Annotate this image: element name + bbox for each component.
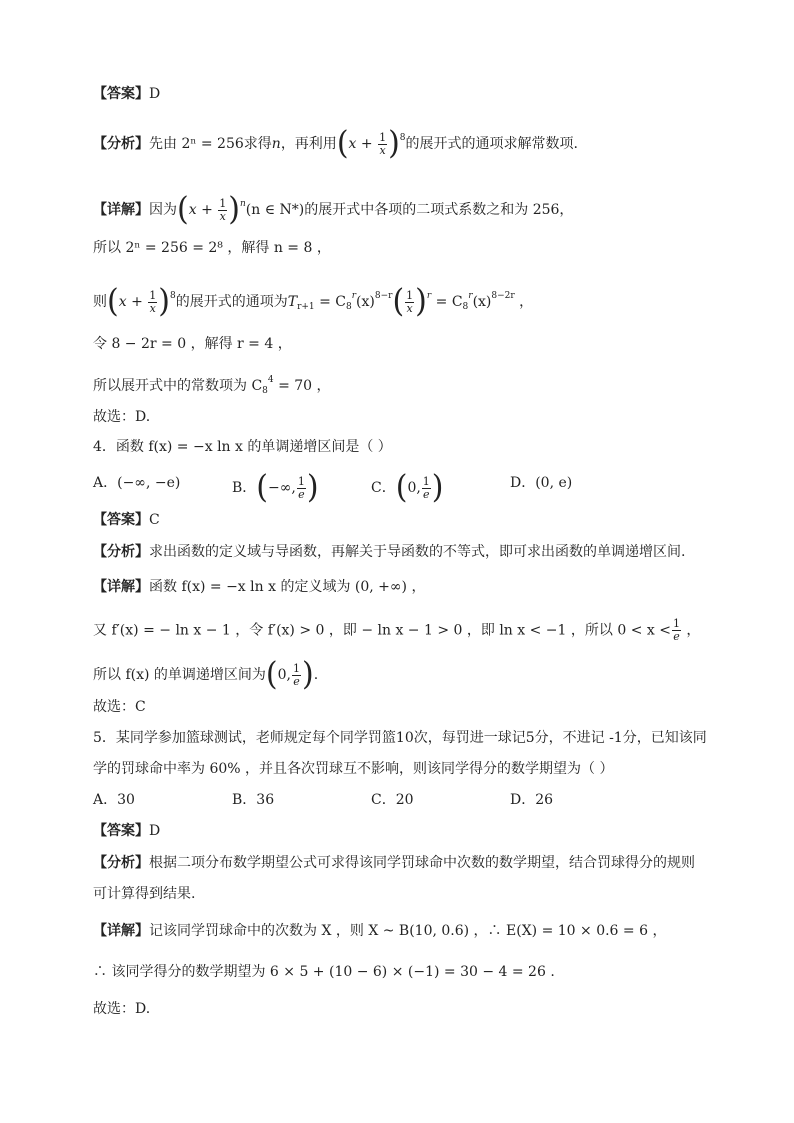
q3-detail-line1: 【详解】因为(x + $\frac{1}{x}$ )$^n$(n ∈ N*)的展开式中各项的二项式系数之和为 256，	[93, 191, 574, 228]
q4-end: 故选：C	[93, 699, 146, 715]
q4-detail-line1: 【详解】函数 f(x) = −x ln x 的定义域为 (0, +∞) ，	[93, 579, 426, 595]
q5-detail-line1: 【详解】记该同学罚球命中的次数为 X ，则 X ~ B(10, 0.6) ，∴ E(X) = 10 × 0.6 = 6 ，	[93, 923, 667, 939]
q4-option-d: D．(0, e)	[510, 475, 573, 491]
analysis-label: 【分析】	[93, 136, 149, 152]
q5-analysis-line2: 可计算得到结果.	[93, 886, 196, 902]
q3-answer-line	[93, 84, 160, 104]
q4-answer: C	[149, 512, 160, 528]
q3-analysis-text: 先由	[149, 136, 177, 152]
q3-analysis-n: n	[271, 136, 281, 152]
q5-answer: D	[149, 823, 161, 839]
q3-detail-line4: 令 8 − 2r = 0 ，解得 r = 4 ，	[93, 336, 292, 352]
q5-stem-line2: 学的罚球命中率为 60% ，并且各次罚球互不影响，则该同学得分的数学期望为（ ）	[93, 761, 614, 777]
q5-option-a: A．30	[93, 792, 135, 808]
q4-option-a: A．(−∞, −e)	[93, 475, 181, 491]
q4-option-b: B．(−∞, $\frac{1}{e}$ )	[232, 469, 319, 506]
q4-option-c: C．(0, $\frac{1}{e}$ )	[371, 469, 444, 506]
q5-stem-line1: 5．某同学参加篮球测试，老师规定每个同学罚篮10次，每罚进一球记5分，不进记 -1分，已知该同	[93, 730, 707, 746]
q3-end: 故选：D.	[93, 409, 151, 425]
q4-answer-line: 【答案】C	[93, 512, 160, 528]
paren-right: )	[388, 125, 400, 162]
paren-left: (	[336, 125, 349, 162]
detail-label: 【详解】	[93, 202, 149, 218]
q3-detail-line3: 则(x + $\frac{1}{x}$ )$^8$的展开式的通项为$T_{r+1} = C_8^r(x)^{8-r}$( $\frac{1}{x}$ )$^r = C_8^r(x)^{8-2r}$ ，	[93, 283, 534, 320]
q5-option-c: C．20	[371, 792, 414, 808]
q3-analysis-text2: 求得	[243, 136, 272, 152]
q5-option-b: B．36	[232, 792, 275, 808]
q5-end: 故选：D.	[93, 1001, 151, 1017]
q4-detail-line2: 又 f′(x) = − ln x − 1 ，令 f′(x) > 0 ，即 − ln x − 1 > 0 ，即 ln x < −1 ，所以 0 < x < $\frac{1}{e}$ ，	[93, 617, 701, 643]
q3-answer: D	[149, 86, 161, 102]
q3-detail-line2: 所以 2ⁿ = 256 = 2⁸ ，解得 n = 8 ，	[93, 240, 331, 256]
q3-analysis-text3: ，再利用	[280, 136, 337, 152]
q5-answer-line: 【答案】D	[93, 823, 161, 839]
q5-analysis-line1: 【分析】根据二项分布数学期望公式可求得该同学罚球命中次数的数学期望，结合罚球得分的规则	[93, 855, 695, 871]
q3-analysis-eq: 2ⁿ = 256	[181, 136, 244, 152]
q3-analysis-line: 【分析】先由 2ⁿ = 256求得n，再利用(x + $\frac{1}{x}$ )$^8$的展开式的通项求解常数项.	[93, 125, 578, 162]
q4-detail-line3: 所以 f(x) 的单调递增区间为(0, $\frac{1}{e}$ ).	[93, 656, 319, 693]
fraction: $\frac{1}{x}$	[379, 130, 387, 157]
q4-stem: 4．函数 f(x) = −x ln x 的单调递增区间是（ ）	[93, 439, 392, 455]
q3-analysis-text4: 的展开式的通项求解常数项.	[405, 136, 578, 152]
q4-analysis-line: 【分析】求出函数的定义域与导函数，再解关于导函数的不等式，即可求出函数的单调递增区间.	[93, 544, 686, 560]
q5-detail-line2: ∴ 该同学得分的数学期望为 6 × 5 + (10 − 6) × (−1) = 30 − 4 = 26 .	[93, 964, 555, 980]
q5-option-d: D．26	[510, 792, 554, 808]
q3-detail-line5: 所以展开式中的常数项为 $C_8^4 = 70$ ，	[93, 375, 331, 396]
answer-label: 【答案】	[93, 86, 149, 102]
